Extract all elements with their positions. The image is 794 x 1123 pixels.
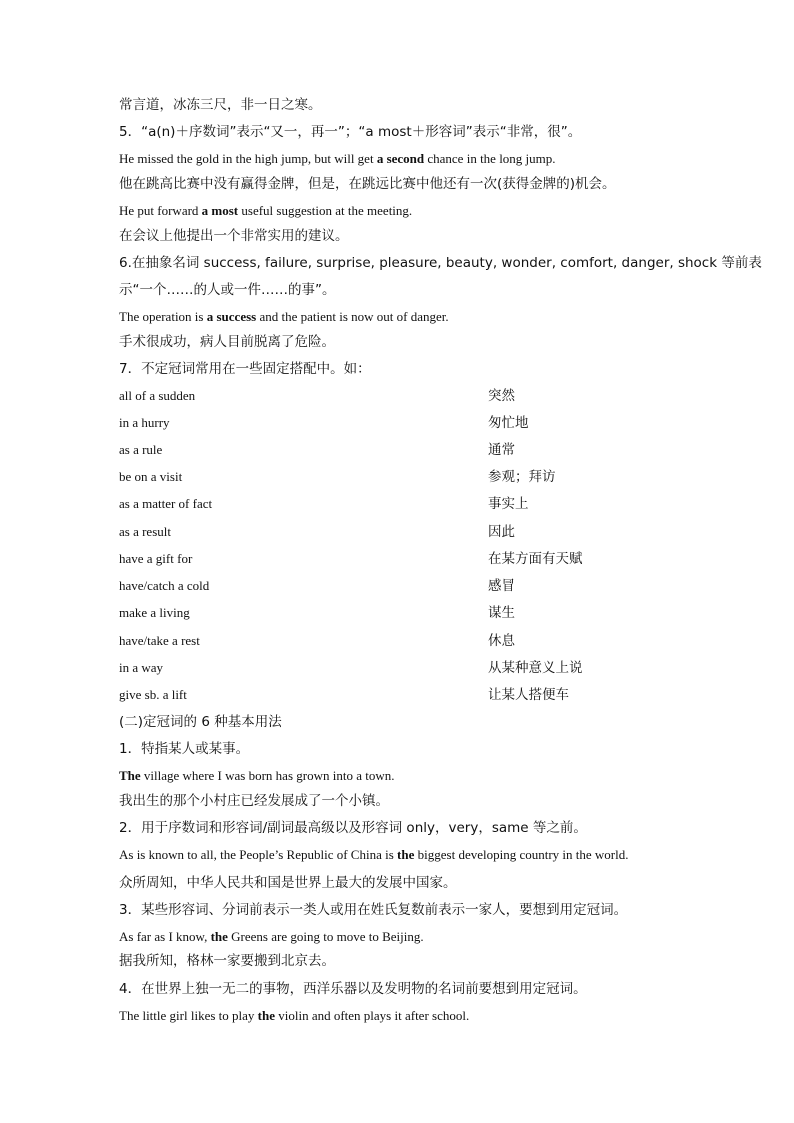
example-sentence-cn: 我出生的那个小村庄已经发展成了一个小镇。 [119,793,389,809]
example-sentence-en [119,846,629,864]
text-run: and the patient is now out of danger. [256,309,449,324]
phrase-en: make a living [119,605,190,620]
text-run: chance in the long jump. [424,151,556,166]
usage-4-heading: 4．在世界上独一无二的事物，西洋乐器以及发明物的名词前要想到用定冠词。 [119,981,587,997]
rule-6-heading-cont: 示“一个……的人或一件……的事”。 [119,282,336,298]
bold-keyword: a second [376,151,425,166]
bold-keyword: the [210,929,228,944]
example-sentence-en [119,202,412,220]
phrase-en: give sb. a lift [119,687,187,702]
text-run: violin and often plays it after school. [274,1008,470,1023]
bold-keyword: The [119,768,141,783]
phrase-en: have/take a rest [119,633,200,648]
example-sentence-cn: 在会议上他提出一个非常实用的建议。 [119,228,349,244]
usage-3-heading: 3．某些形容词、分词前表示一类人或用在姓氏复数前表示一家人，要想到用定冠词。 [119,902,628,918]
text-run: The operation is [119,309,207,324]
phrase-en: as a matter of fact [119,496,213,511]
phrase-cn: 通常 [488,442,515,458]
example-sentence-cn: 众所周知，中华人民共和国是世界上最大的发展中国家。 [119,875,457,891]
text-run: Greens are going to move to Beijing. [227,929,424,944]
bold-keyword: the [257,1008,275,1023]
phrase-cn: 谋生 [488,605,515,621]
proverb-translation: 常言道，冰冻三尺，非一日之寒。 [119,97,322,113]
bold-keyword: the [397,847,415,862]
text-run: biggest developing country in the world. [414,847,629,862]
phrase-cn: 感冒 [488,578,515,594]
phrase-en: in a way [119,660,164,675]
phrase-en: have a gift for [119,551,193,566]
phrase-cn: 参观；拜访 [488,469,556,485]
phrase-en: as a rule [119,442,163,457]
example-sentence-cn: 手术很成功，病人目前脱离了危险。 [119,334,335,350]
example-sentence-en [119,150,556,168]
rule-7-heading: 7．不定冠词常用在一些固定搭配中。如： [119,361,371,377]
rule-6-heading: 6.在抽象名词 success, failure, surprise, pleasure, beauty, wonder, comfort, danger, shock 等前表 [119,255,762,271]
text-run: He put forward [119,203,202,218]
rule-5-heading: 5．“a(n)＋序数词”表示“又一，再一”；“a most＋形容词”表示“非常，很”。 [119,124,582,140]
phrase-en: have/catch a cold [119,578,210,593]
example-sentence-en [119,928,424,946]
phrase-cn: 在某方面有天赋 [488,551,583,567]
phrase-cn: 让某人搭便车 [488,687,569,703]
phrase-en: as a result [119,524,171,539]
example-sentence-en [119,767,394,785]
phrase-cn: 突然 [488,388,515,404]
bold-keyword: a most [201,203,239,218]
phrase-cn: 因此 [488,524,515,540]
usage-2-heading: 2．用于序数词和形容词/副词最高级以及形容词 only，very，same 等之前。 [119,820,587,836]
phrase-cn: 休息 [488,633,515,649]
phrase-cn: 事实上 [488,496,529,512]
phrase-en: be on a visit [119,469,183,484]
example-sentence-en [119,1007,469,1025]
text-run: He missed the gold in the high jump, but will get [119,151,377,166]
phrase-en: in a hurry [119,415,170,430]
section-2-heading: (二)定冠词的 6 种基本用法 [119,714,282,730]
example-sentence-cn: 据我所知，格林一家要搬到北京去。 [119,953,335,969]
text-run: The little girl likes to play [119,1008,258,1023]
text-run: As is known to all, the People’s Republic of China is [119,847,398,862]
example-sentence-en [119,308,449,326]
phrase-cn: 从某种意义上说 [488,660,583,676]
usage-1-heading: 1．特指某人或某事。 [119,741,250,757]
phrase-cn: 匆忙地 [488,415,529,431]
bold-keyword: a success [206,309,257,324]
text-run: village where I was born has grown into a town. [140,768,395,783]
example-sentence-cn: 他在跳高比赛中没有赢得金牌，但是，在跳远比赛中他还有一次(获得金牌的)机会。 [119,176,616,192]
text-run: As far as I know, [119,929,211,944]
phrase-en: all of a sudden [119,388,196,403]
text-run: useful suggestion at the meeting. [238,203,413,218]
